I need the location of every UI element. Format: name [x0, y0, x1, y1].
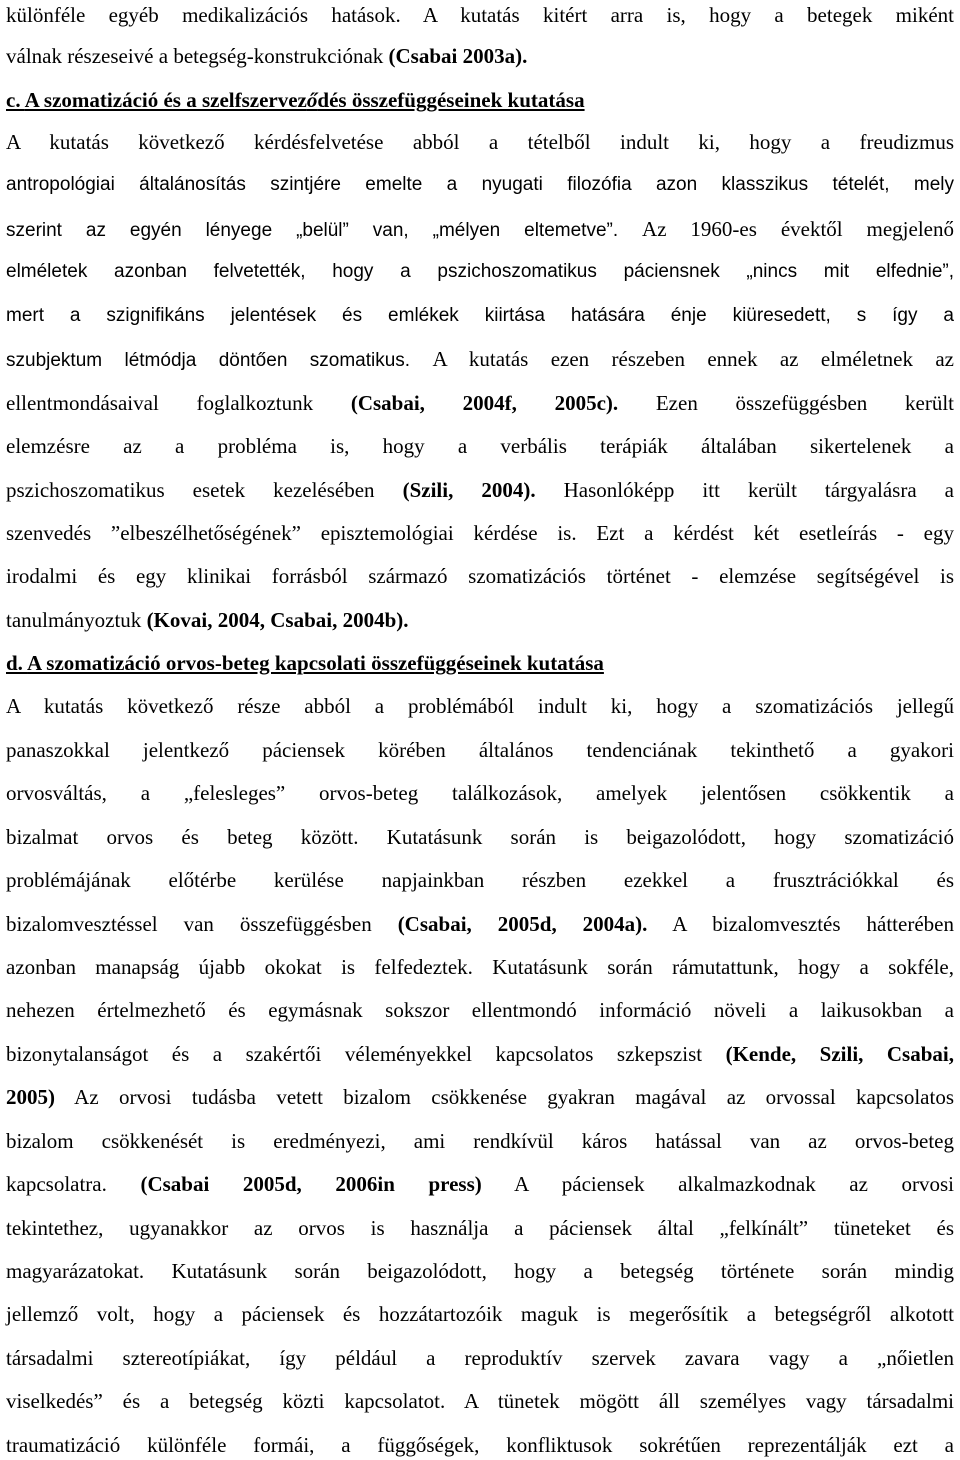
section-heading [6, 85, 954, 115]
text-run: elméletek azonban felvetették, hogy a pszichoszomatikus páciensnek „nincs mit elfednie”, [6, 261, 954, 282]
text-run: pszichoszomatikus esetek kezelésében [6, 478, 403, 502]
text-run: mert a szignifikáns jelentések és emlékek kiirtása hatására énje kiüresedett, s így a [6, 305, 954, 326]
text-line [6, 475, 954, 505]
text-run: szubjektum létmódja döntően szomatikus. [6, 350, 433, 371]
text-run: (Csabai 2003a). [388, 44, 528, 68]
text-run: kapcsolatra. [6, 1172, 141, 1196]
text-run: d. [6, 651, 28, 675]
text-run: szenvedés ”elbeszélhetőségének” episztemológiai kérdése is. Ezt a kérdést két esetleírás - egy [6, 521, 954, 545]
text-line [6, 1299, 954, 1329]
text-line [6, 127, 954, 157]
text-run: magyarázatokat. Kutatásunk során beigazolódott, hogy a betegség története során mindig [6, 1259, 954, 1283]
text-line [6, 1386, 954, 1416]
text-line [6, 605, 954, 635]
text-run: ellentmondásaival foglalkoztunk [6, 391, 351, 415]
text-line [6, 561, 954, 591]
text-run: c. [6, 88, 25, 112]
text-run: orvosváltás, a „felesleges” orvos-beteg találkozások, amelyek jelentősen csökkentik a [6, 781, 954, 805]
text-run: társadalmi sztereotípiákat, így például a reproduktív szervek zavara vagy a „nőietlen [6, 1346, 954, 1370]
text-run: (Szili, 2004). [402, 478, 536, 502]
text-line [6, 822, 954, 852]
text-run: Az 1960-es évektől megjelenő [642, 217, 954, 241]
text-line [6, 214, 954, 244]
text-line [6, 1082, 954, 1112]
text-run: nehezen értelmezhető és egymásnak sokszor ellentmondó információ növeli a laikusokban a [6, 998, 954, 1022]
text-run: viselkedés” és a betegség közti kapcsolatot. A tünetek mögött áll személyes vagy társadalmi [6, 1389, 954, 1413]
text-line [6, 301, 954, 331]
text-run: panaszokkal jelentkező páciensek körében általános tendenciának tekinthető a gyakori [6, 738, 954, 762]
text-run: Hasonlóképp itt került tárgyalásra a [535, 478, 954, 502]
text-run: A páciensek alkalmazkodnak az orvosi [481, 1172, 955, 1196]
text-run: tekintethez, ugyanakkor az orvos is használja a páciensek által „felkínált” tüneteket és [6, 1216, 954, 1240]
text-run: irodalmi és egy klinikai forrásból származó szomatizációs történet - elemzése segítségével is [6, 564, 954, 588]
text-run: bizalmat orvos és beteg között. Kutatásunk során is beigazolódott, hogy szomatizáció [6, 825, 954, 849]
text-line [6, 170, 954, 200]
text-run: A bizalomvesztés hátterében [647, 912, 954, 936]
text-run: ő [306, 88, 318, 112]
text-line [6, 1126, 954, 1156]
text-run: szerint az egyén lényege „belül” van, „mélyen eltemetve”. [6, 220, 643, 241]
text-run: (Kovai, 2004, Csabai, 2004b). [146, 608, 409, 632]
text-line [6, 1039, 954, 1069]
text-line [6, 1169, 954, 1199]
text-line [6, 41, 954, 71]
text-run: A kutatás következő része abból a problémából indult ki, hogy a szomatizációs jellegű [6, 694, 954, 718]
text-line [6, 691, 954, 721]
text-line [6, 952, 954, 982]
text-run: dés összefüggéseinek kutatása [317, 88, 585, 112]
text-line [6, 1430, 954, 1460]
text-run: A kutatás következő kérdésfelvetése abból a tételből indult ki, hogy a freudizmus [6, 130, 954, 154]
text-run: traumatizáció különféle formái, a függőségek, konfliktusok sokrétűen reprezentálják ezt a [6, 1433, 954, 1457]
text-line [6, 909, 954, 939]
text-line [6, 257, 954, 287]
text-run: A szomatizáció orvos-beteg kapcsolati összefüggéseinek kutatása [27, 651, 604, 675]
text-line [6, 735, 954, 765]
text-run: (Kende, Szili, Csabai, [725, 1042, 954, 1066]
text-run: jellemző volt, hogy a páciensek és hozzátartozóik maguk is megerősítik a betegségről alkotott [6, 1302, 954, 1326]
text-run: antropológiai általánosítás szintjére emelte a nyugati filozófia azon klasszikus tételét, mely [6, 174, 954, 195]
text-run: (Csabai, 2005d, 2004a). [397, 912, 648, 936]
text-line [6, 1256, 954, 1286]
text-line [6, 388, 954, 418]
text-run: problémájának előtérbe kerülése napjainkban részben ezekkel a frusztrációkkal és [6, 868, 954, 892]
text-run: bizonytalanságot és a szakértői véleményekkel kapcsolatos szkepszist [6, 1042, 726, 1066]
text-line [6, 995, 954, 1025]
text-line [6, 431, 954, 461]
text-run: bizalomvesztéssel van összefüggésben [6, 912, 398, 936]
text-run: (Csabai 2005d, 2006in press) [140, 1172, 482, 1196]
text-line [6, 0, 954, 30]
text-run: tanulmányoztuk [6, 608, 147, 632]
text-run: azonban manapság újabb okokat is felfedeztek. Kutatásunk során rámutattunk, hogy a sokféle, [6, 955, 954, 979]
text-run: (Csabai, 2004f, 2005c). [350, 391, 619, 415]
text-run: Ezen összefüggésben került [618, 391, 954, 415]
text-line [6, 1213, 954, 1243]
text-line [6, 778, 954, 808]
text-run: A kutatás ezen részeben ennek az elméletnek az [432, 347, 954, 371]
text-run: elemzésre az a probléma is, hogy a verbális terápiák általában sikertelenek a [6, 434, 954, 458]
text-line [6, 865, 954, 895]
text-run: 2005) [6, 1085, 55, 1109]
section-heading [6, 648, 954, 678]
text-run: A szomatizáció és a szelfszervez [24, 88, 307, 112]
text-run: Az orvosi tudásba vetett bizalom csökkenése gyakran magával az orvossal kapcsolatos [55, 1085, 954, 1109]
text-run: válnak részeseivé a betegség-konstrukciónak [6, 44, 389, 68]
text-line [6, 344, 954, 374]
text-line [6, 518, 954, 548]
text-line [6, 1343, 954, 1373]
text-run: különféle egyéb medikalizációs hatások. A kutatás kitért arra is, hogy a betegek miként [6, 3, 954, 27]
text-run: bizalom csökkenését is eredményezi, ami rendkívül káros hatással van az orvos-beteg [6, 1129, 954, 1153]
